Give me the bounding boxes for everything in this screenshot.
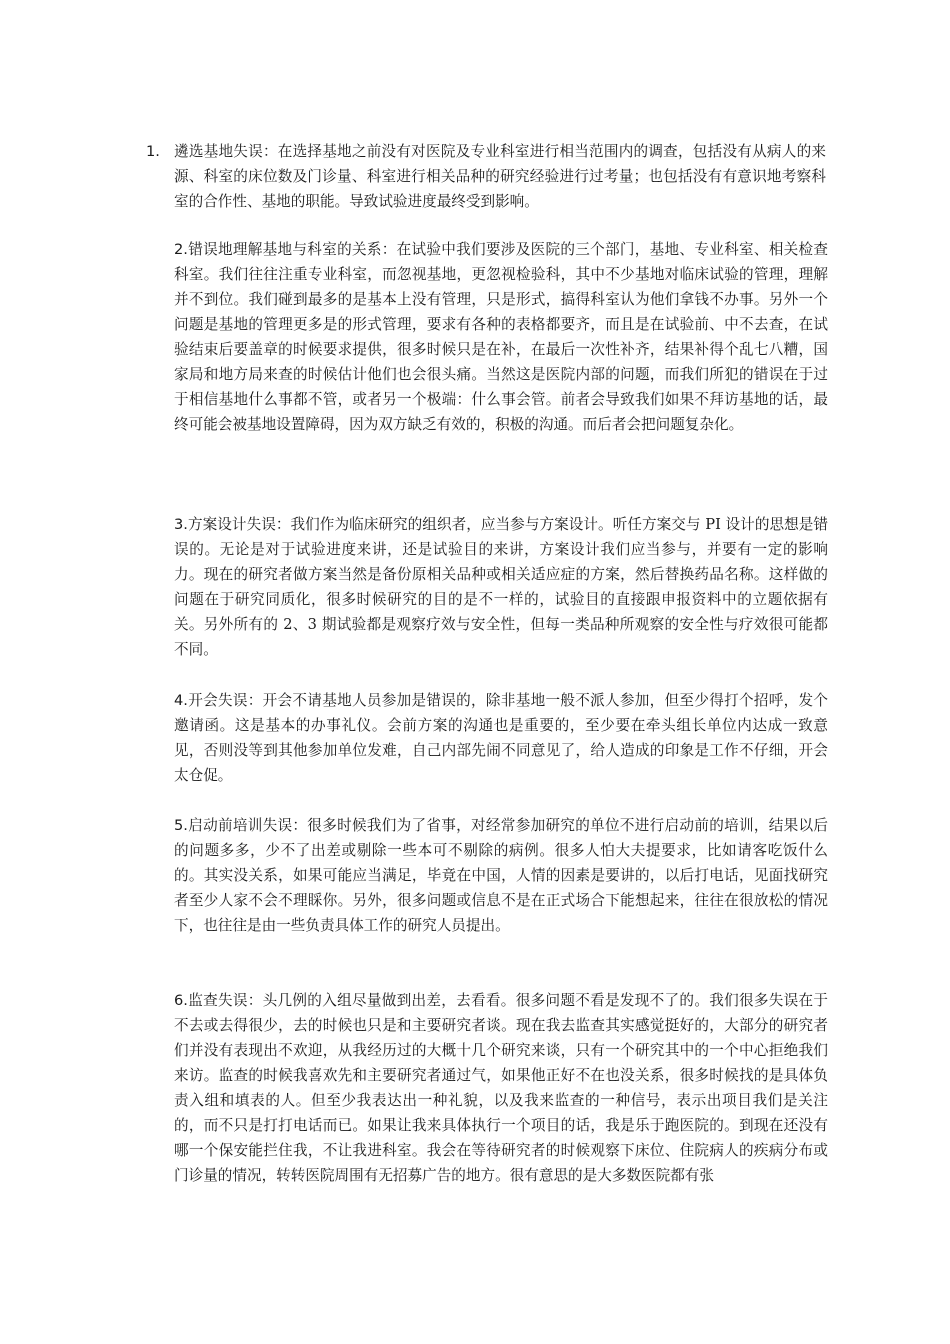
item-text: 遴选基地失误：在选择基地之前没有对医院及专业科室进行相当范围内的调查，包括没有从病人的来源、科室的床位数及门诊量、科室进行相关品种的研究经验进行过考量；也包括没有有意识地考察科室的合作性、基地的职能。导致试验进度最终受到影响。 <box>174 143 826 210</box>
paragraph-6 <box>174 988 828 1188</box>
paragraph-text: 启动前培训失误：很多时候我们为了省事，对经常参加研究的单位不进行启动前的培训，结果以后的问题多多，少不了出差或剔除一些本可不剔除的病例。很多人怕大夫提要求，比如请客吃饭什么的。其实没关系，如果可能应当满足，毕竟在中国，人情的因素是要讲的，以后打电话，见面找研究者至少人家不会不理睬你。另外，很多问题或信息不是在正式场合下能想起来，往往在很放松的情况下，也往往是由一些负责具体工作的研究人员提出。 <box>174 817 828 934</box>
paragraph-text: 监查失误：头几例的入组尽量做到出差，去看看。很多问题不看是发现不了的。我们很多失误在于不去或去得很少，去的时候也只是和主要研究者谈。现在我去监查其实感觉挺好的，大部分的研究者们并没有表现出不欢迎，从我经历过的大概十几个研究来谈，只有一个研究其中的一个中心拒绝我们来访。监查的时候我喜欢先和主要研究者通过气，如果他正好不在也没关系，很多时候找的是具体负责入组和填表的人。但至少我表达出一种礼貌，以及我来监查的一种信号，表示出项目我们是关注的，而不只是打打电话而已。如果让我来具体执行一个项目的话，我是乐于跑医院的。到现在还没有哪一个保安能拦住我，不让我进科室。我会在等待研究者的时候观察下床位、住院病人的疾病分布或门诊量的情况，转转医院周围有无招募广告的地方。很有意思的是大多数医院都有张 <box>174 992 828 1184</box>
paragraph-text: 方案设计失误：我们作为临床研究的组织者，应当参与方案设计。听任方案交与 PI 设计的思想是错误的。无论是对于试验进度来讲，还是试验目的来讲，方案设计我们应当参与，并要有一定的影响力。现在的研究者做方案当然是备份原相关品种或相关适应症的方案，然后替换药品名称。这样做的问题在于研究同质化，很多时候研究的目的是不一样的，试验目的直接跟申报资料中的立题依据有关。另外所有的 2、3 期试验都是观察疗效与安全性，但每一类品种所观察的安全性与疗效很可能都不同。 <box>174 516 828 658</box>
paragraph-text: 开会失误：开会不请基地人员参加是错误的，除非基地一般不派人参加，但至少得打个招呼，发个邀请函。这是基本的办事礼仪。会前方案的沟通也是重要的，至少要在牵头组长单位内达成一致意见，否则没等到其他参加单位发难，自己内部先闹不同意见了，给人造成的印象是工作不仔细，开会太仓促。 <box>174 692 828 784</box>
paragraph-4 <box>174 688 828 788</box>
paragraph-number: 6. <box>174 992 188 1009</box>
paragraph-number: 3. <box>174 516 188 533</box>
item-number: 1. <box>146 143 160 160</box>
paragraph-number: 5. <box>174 817 188 834</box>
paragraph-number: 2. <box>174 241 188 258</box>
numbered-item-1 <box>146 139 826 214</box>
paragraph-3 <box>174 512 828 662</box>
paragraph-2 <box>174 237 828 437</box>
paragraph-number: 4. <box>174 692 188 709</box>
paragraph-5 <box>174 813 828 938</box>
paragraph-text: 错误地理解基地与科室的关系：在试验中我们要涉及医院的三个部门，基地、专业科室、相关检查科室。我们往往注重专业科室，而忽视基地，更忽视检验科，其中不少基地对临床试验的管理，理解并不到位。我们碰到最多的是基本上没有管理，只是形式，搞得科室认为他们拿钱不办事。另外一个问题是基地的管理更多是的形式管理，要求有各种的表格都要齐，而且是在试验前、中不去查，在试验结束后要盖章的时候要求提供，很多时候只是在补，在最后一次性补齐，结果补得个乱七八糟，国家局和地方局来查的时候估计他们也会很头痛。当然这是医院内部的问题，而我们所犯的错误在于过于相信基地什么事都不管，或者另一个极端：什么事会管。前者会导致我们如果不拜访基地的话，最终可能会被基地设置障碍，因为双方缺乏有效的，积极的沟通。而后者会把问题复杂化。 <box>174 241 828 433</box>
